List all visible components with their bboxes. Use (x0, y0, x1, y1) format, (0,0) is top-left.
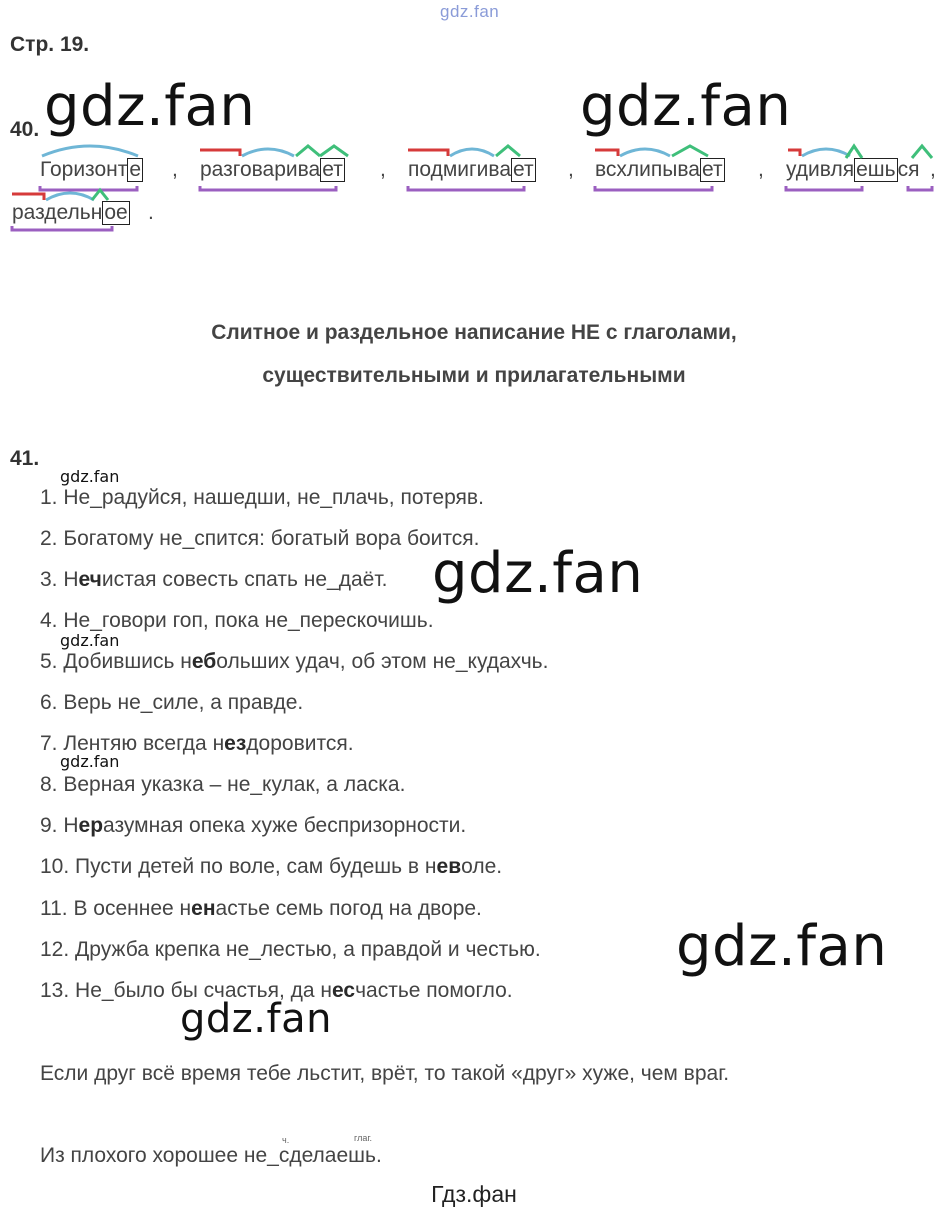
root-arc (450, 149, 494, 156)
word-stem: удивля (786, 158, 855, 181)
separator: , (930, 158, 936, 181)
item-bold: ев (436, 855, 462, 878)
item-text: 6. Верь не_силе, а правде. (40, 691, 304, 714)
conclusion-sentence: Если друг всё время тебе льстит, врёт, то такой «друг» хуже, чем враг. (40, 1062, 730, 1085)
suffix-mark (846, 146, 862, 158)
root-arc (802, 149, 850, 156)
item-text: 1. Не_радуйся, нашедши, не_плачь, потеряв. (40, 486, 484, 509)
suffix-mark (320, 146, 348, 156)
root-arc (620, 149, 670, 156)
watermark: gdz.fan (676, 914, 888, 979)
footer-watermark: Гдз.фан (431, 1181, 517, 1207)
item-text: астье семь погод на дворе. (215, 897, 482, 920)
item-text: ольших удач, об этом не_кудахчь. (216, 650, 549, 673)
exercise-41-number: 41. (10, 447, 40, 470)
list-item (40, 979, 513, 1003)
list-item (40, 691, 303, 715)
word-stem: подмигива (408, 158, 512, 181)
word-postfix: ся (897, 158, 920, 181)
stem-bracket (908, 186, 932, 190)
item-text: 3. Н (40, 568, 79, 591)
root-arc (46, 193, 94, 200)
prefix-mark (595, 150, 618, 156)
item-text: азумная опека хуже беспризорности. (103, 814, 467, 837)
part-of-speech-note: глаг. (354, 1133, 373, 1143)
watermark: gdz.fan (432, 541, 644, 606)
separator: , (758, 158, 764, 181)
word-stem: разговарива (200, 158, 321, 181)
item-text: 2. Богатому не_спится: богатый вора боится. (40, 527, 480, 550)
root-arc (242, 149, 294, 156)
item-bold: еб (191, 650, 217, 673)
list-item (40, 527, 480, 551)
list-item (40, 732, 354, 756)
example-sentence: Из плохого хорошее не_сделаешь. (40, 1144, 382, 1167)
watermark: gdz.fan (44, 74, 256, 139)
item-text: 5. Добившись н (40, 650, 192, 673)
item-text: истая совесть спать не_даёт. (101, 568, 388, 591)
list-item (40, 814, 466, 838)
list-item (40, 568, 387, 592)
list-item (40, 650, 548, 674)
stem-bracket (786, 186, 862, 190)
suffix-mark (672, 146, 708, 156)
item-text: оле. (461, 855, 503, 878)
stem-bracket (595, 186, 712, 190)
item-text: частье помогло. (355, 979, 513, 1002)
item-text: 9. Н (40, 814, 79, 837)
item-bold: еч (78, 568, 102, 591)
word-ending-box: е (129, 158, 142, 181)
stem-bracket (408, 186, 524, 190)
stem-bracket (12, 226, 112, 230)
list-item (40, 609, 434, 633)
list-item (40, 938, 541, 962)
suffix-mark (296, 146, 320, 156)
word-ending-box: ет (322, 158, 343, 181)
word-stem: всхлипыва (595, 158, 700, 181)
morpheme-marks (0, 0, 948, 240)
prefix-mark (12, 194, 44, 200)
item-bold: ен (191, 897, 216, 920)
word-stem: Горизонт (40, 158, 128, 181)
list-item (40, 773, 405, 797)
word-ending-box: ет (513, 158, 534, 181)
prefix-mark (200, 150, 240, 156)
item-text: 4. Не_говори гоп, пока не_перескочишь. (40, 609, 434, 632)
item-text: 10. Пусти детей по воле, сам будешь в н (40, 855, 437, 878)
word-ending-box: ое (104, 201, 128, 224)
watermark: gdz.fan (580, 74, 792, 139)
separator: , (568, 158, 574, 181)
postfix-mark (912, 146, 932, 158)
suffix-mark (496, 146, 520, 156)
stem-bracket (40, 186, 137, 190)
item-text: 13. Не_было бы счастья, да н (40, 979, 332, 1002)
item-bold: ер (78, 814, 104, 837)
word-ending-box: ешь (856, 158, 896, 181)
item-bold: ес (331, 979, 356, 1002)
item-text: 11. В осеннее н (40, 897, 192, 920)
section-heading-line1: Слитное и раздельное написание НЕ с глаголами, (211, 321, 737, 344)
part-of-speech-note: ч. (282, 1135, 290, 1145)
end-punctuation: . (148, 201, 154, 224)
item-text: доровится. (246, 732, 354, 755)
exercise-40-number: 40. (10, 118, 40, 141)
stem-bracket (200, 186, 336, 190)
prefix-mark (788, 150, 800, 156)
list-item (40, 897, 482, 921)
item-text: 8. Верная указка – не_кулак, а ласка. (40, 773, 406, 796)
item-text: 7. Лентяю всегда н (40, 732, 225, 755)
watermark-small: gdz.fan (60, 467, 120, 486)
list-item (40, 486, 484, 510)
watermark-small: gdz.fan (60, 752, 120, 771)
separator: , (172, 158, 178, 181)
watermark: gdz.fan (180, 996, 332, 1042)
word-stem: раздельн (12, 201, 103, 224)
prefix-mark (408, 150, 448, 156)
watermark-small: gdz.fan (60, 631, 120, 650)
root-arc (42, 146, 138, 156)
separator: , (380, 158, 386, 181)
word-ending-box: ет (701, 158, 723, 181)
item-bold: ез (224, 732, 247, 755)
section-heading-line2: существительными и прилагательными (262, 364, 686, 387)
list-item (40, 855, 502, 879)
watermark-top: gdz.fan (440, 2, 500, 21)
page-reference: Стр. 19. (10, 33, 90, 56)
item-text: 12. Дружба крепка не_лестью, а правдой и честью. (40, 938, 541, 961)
